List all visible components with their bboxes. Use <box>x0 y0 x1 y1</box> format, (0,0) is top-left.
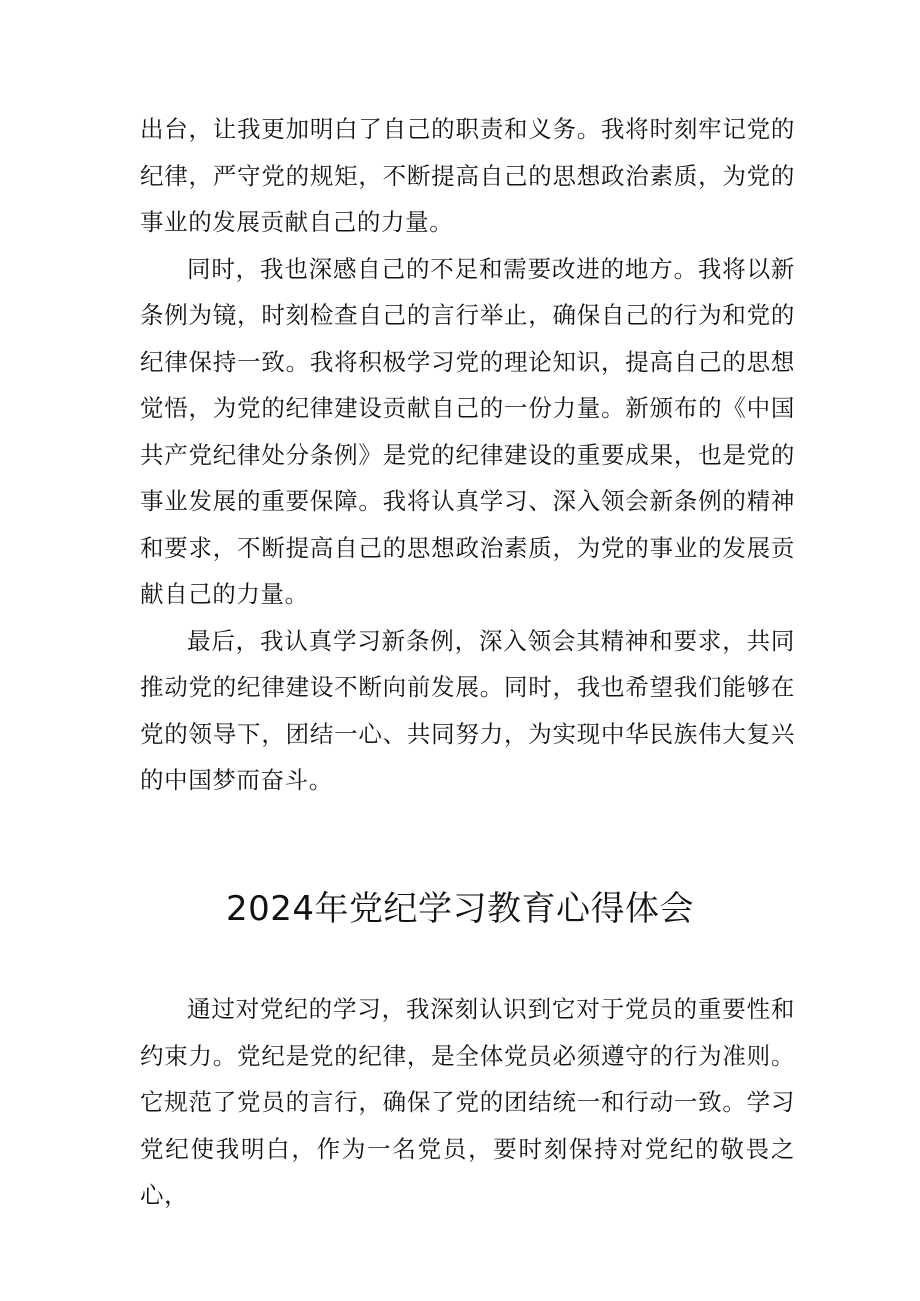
continued-section <box>140 106 795 804</box>
paragraph: 同时，我也深感自己的不足和需要改进的地方。我将以新条例为镜，时刻检查自己的言行举止，确保自己的行为和党的纪律保持一致。我将积极学习党的理论知识，提高自己的思想觉悟，为党的纪律建设贡献自己的一份力量。新颁布的《中国共产党纪律处分条例》是党的纪律建设的重要成果，也是党的事业发展的重要保障。我将认真学习、深入领会新条例的精神和要求，不断提高自己的思想政治素质，为党的事业的发展贡献自己的力量。 <box>140 254 795 608</box>
essay-body <box>140 986 795 1219</box>
paragraph: 通过对党纪的学习，我深刻认识到它对于党员的重要性和约束力。党纪是党的纪律，是全体党员必须遵守的行为准则。它规范了党员的言行，确保了党的团结统一和行动一致。学习党纪使我明白，作为一名党员，要时刻保持对党纪的敬畏之心， <box>140 995 795 1209</box>
paragraph: 出台，让我更加明白了自己的职责和义务。我将时刻牢记党的纪律，严守党的规矩，不断提高自己的思想政治素质，为党的事业的发展贡献自己的力量。 <box>140 115 795 236</box>
document-title: 2024年党纪学习教育心得体会 <box>225 889 695 929</box>
paragraph: 最后，我认真学习新条例，深入领会其精神和要求，共同推动党的纪律建设不断向前发展。同时，我也希望我们能够在党的领导下，团结一心、共同努力，为实现中华民族伟大复兴的中国梦而奋斗。 <box>140 626 795 794</box>
